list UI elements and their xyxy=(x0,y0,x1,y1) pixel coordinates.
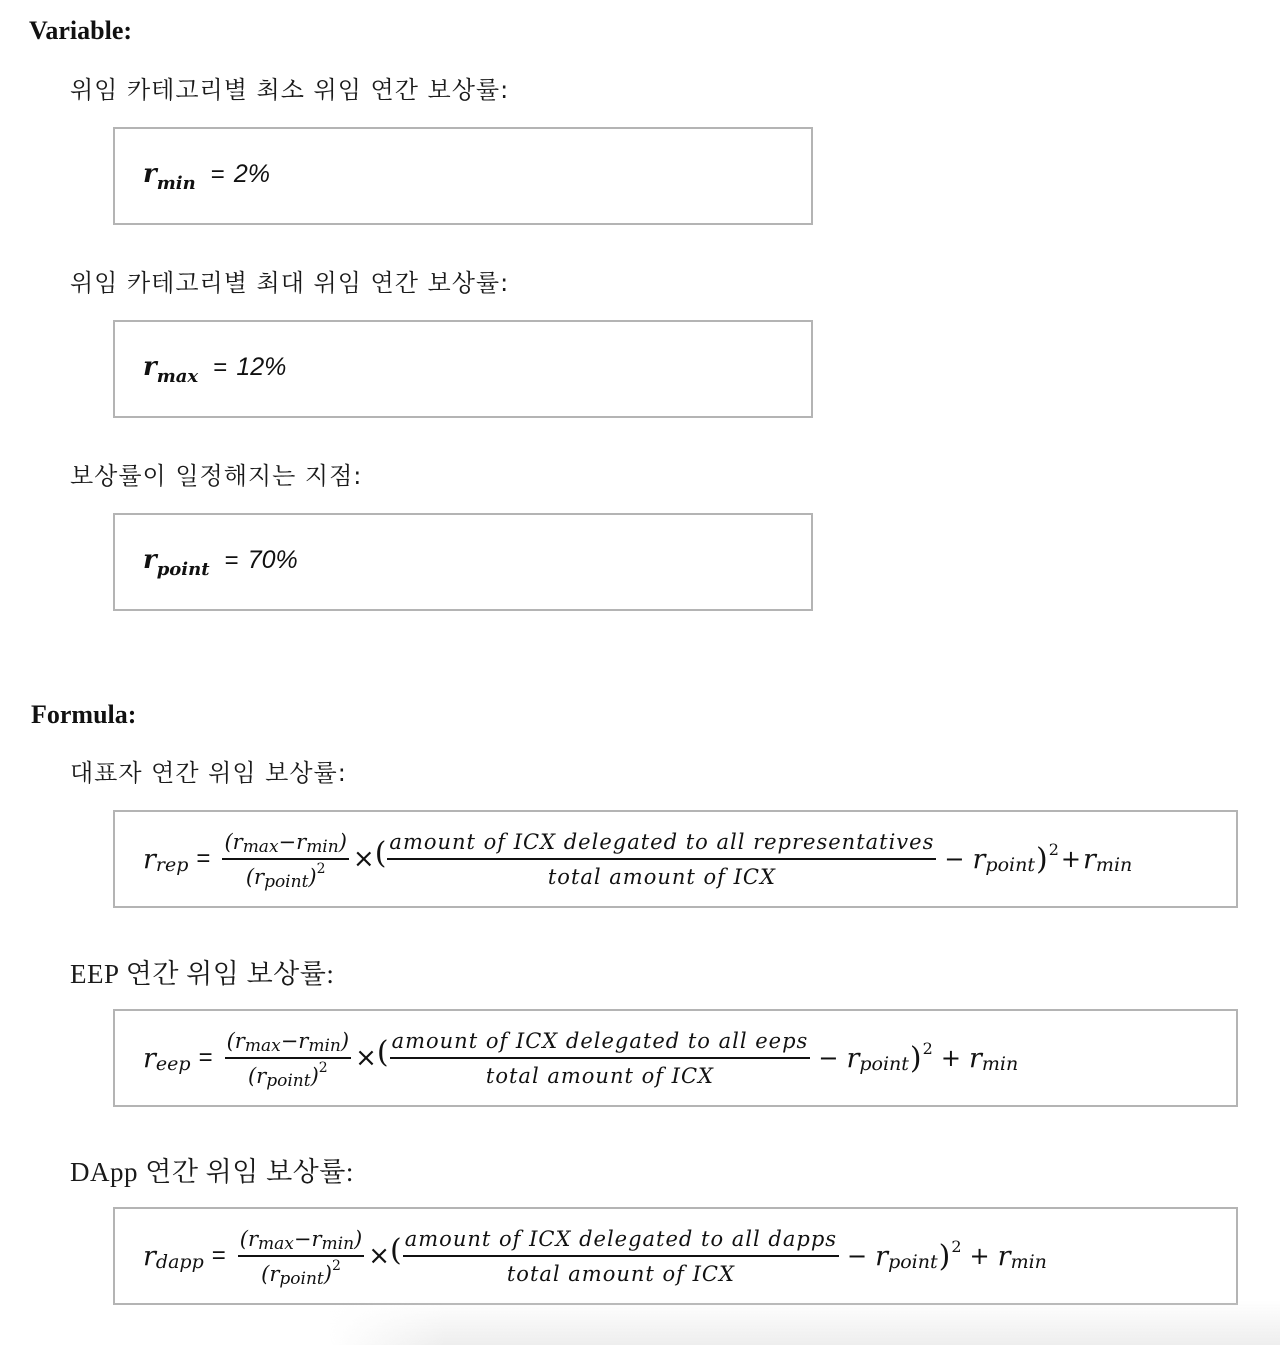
rate-range-denominator: ( r $_{point}$ ) $^2$ xyxy=(245,860,326,892)
multiply-sign: × xyxy=(355,1043,377,1073)
rate-symbol: r xyxy=(143,545,157,575)
rate-range-fraction xyxy=(225,1024,351,1092)
open-paren: ( xyxy=(376,1034,389,1070)
rate-range-fraction xyxy=(238,1222,364,1290)
delegation-ratio-fraction xyxy=(387,825,936,893)
rep-formula: r $_{rep}$ = ( r $_{max}$ − r $_{min}$ ) ( r $_{point}$ ) $^2$ × ( $\frac{\text{amount of ICX delegated to all representatives}}{\text{total amount of ICX}}$ − r $_{point}$ ) $^2$ + r $_{min}$ xyxy=(143,812,1132,906)
min-rate-value: 2% xyxy=(233,160,271,188)
minus-sign: − xyxy=(818,1044,839,1072)
plus-sign: + xyxy=(940,1044,961,1072)
result-symbol: r xyxy=(143,1042,156,1074)
rate-symbol: r xyxy=(143,352,157,382)
result-subscript: dapp xyxy=(155,1251,204,1273)
rep-formula-box xyxy=(113,810,1238,908)
delegation-numerator: amount of ICX delegated to all dapps xyxy=(403,1222,839,1257)
point-rate-value: 70% xyxy=(247,546,298,574)
result-symbol: r xyxy=(143,843,156,875)
result-subscript: rep xyxy=(155,854,189,876)
plus-sign: + xyxy=(969,1242,990,1270)
dapp-formula-box xyxy=(113,1207,1238,1305)
rate-range-numerator: ( r $_{max}$ − r $_{min}$ ) xyxy=(238,1222,364,1257)
max-rate-expression xyxy=(143,352,287,387)
min-rate-label: 위임 카테고리별 최소 위임 연간 보상률: xyxy=(70,76,510,104)
delegation-denominator: total amount of ICX xyxy=(485,1063,714,1088)
plus-sign: + xyxy=(1060,845,1081,873)
delegation-ratio-fraction xyxy=(390,1024,811,1092)
min-rate-expression xyxy=(143,159,271,194)
point-rate-box xyxy=(113,513,813,611)
rate-range-denominator: ( r $_{point}$ ) $^2$ xyxy=(247,1059,328,1091)
dapp-formula: r $_{dapp}$ = ( r $_{max}$ − r $_{min}$ ) ( r $_{point}$ ) $^2$ × ( $\frac{\text{amount of ICX delegated to all dapps}}{\text{total amount of ICX}}$ − r $_{point}$ ) $^2$ + r $_{min}$ xyxy=(143,1209,1047,1303)
equals-sign: = xyxy=(196,845,211,872)
delegation-numerator: amount of ICX delegated to all eeps xyxy=(390,1024,811,1059)
rep-rate-label: 대표자 연간 위임 보상률: xyxy=(70,759,347,787)
page-bottom-shadow xyxy=(330,1300,1280,1345)
eep-formula-box xyxy=(113,1009,1238,1107)
result-subscript: eep xyxy=(155,1053,191,1075)
rate-subscript: min xyxy=(156,173,196,194)
delegation-ratio-fraction xyxy=(403,1222,839,1290)
rate-range-denominator: ( r $_{point}$ ) $^2$ xyxy=(261,1257,341,1289)
rate-subscript: point xyxy=(156,559,210,580)
open-paren: ( xyxy=(374,835,387,871)
point-rate-label: 보상률이 일정해지는 지점: xyxy=(70,462,363,490)
eep-rate-label: EEP 연간 위임 보상률: xyxy=(70,959,335,989)
delegation-numerator: amount of ICX delegated to all representatives xyxy=(387,825,936,860)
point-rate-expression xyxy=(143,545,298,580)
open-paren: ( xyxy=(390,1232,402,1268)
max-rate-label: 위임 카테고리별 최대 위임 연간 보상률: xyxy=(70,269,510,297)
multiply-sign: × xyxy=(352,844,375,874)
formula-heading: Formula: xyxy=(31,700,137,729)
rate-subscript: max xyxy=(156,366,199,387)
delegation-denominator: total amount of ICX xyxy=(547,864,776,889)
rate-range-fraction xyxy=(222,825,348,893)
multiply-sign: × xyxy=(368,1241,391,1271)
rate-range-numerator: ( r $_{max}$ − r $_{min}$ ) xyxy=(225,1024,351,1059)
equals-sign: = xyxy=(210,161,225,188)
min-rate-box xyxy=(113,127,813,225)
rate-range-numerator: ( r $_{max}$ − r $_{min}$ ) xyxy=(222,825,348,860)
variable-heading: Variable: xyxy=(29,16,133,45)
rate-symbol: r xyxy=(143,159,157,189)
minus-sign: − xyxy=(847,1242,868,1270)
max-rate-value: 12% xyxy=(236,353,287,381)
eep-formula: r $_{eep}$ = ( r $_{max}$ − r $_{min}$ ) ( r $_{point}$ ) $^2$ × ( $\frac{\text{amount of ICX delegated to all eeps}}{\text{total amount of ICX}}$ − r $_{point}$ ) $^2$ + r $_{min}$ xyxy=(143,1011,1018,1105)
result-symbol: r xyxy=(143,1240,156,1272)
max-rate-box xyxy=(113,320,813,418)
delegation-denominator: total amount of ICX xyxy=(506,1261,735,1286)
equals-sign: = xyxy=(198,1044,213,1071)
equals-sign: = xyxy=(211,1242,226,1269)
dapp-rate-label: DApp 연간 위임 보상률: xyxy=(70,1157,354,1187)
minus-sign: − xyxy=(944,845,965,873)
equals-sign: = xyxy=(213,354,228,381)
equals-sign: = xyxy=(224,547,239,574)
